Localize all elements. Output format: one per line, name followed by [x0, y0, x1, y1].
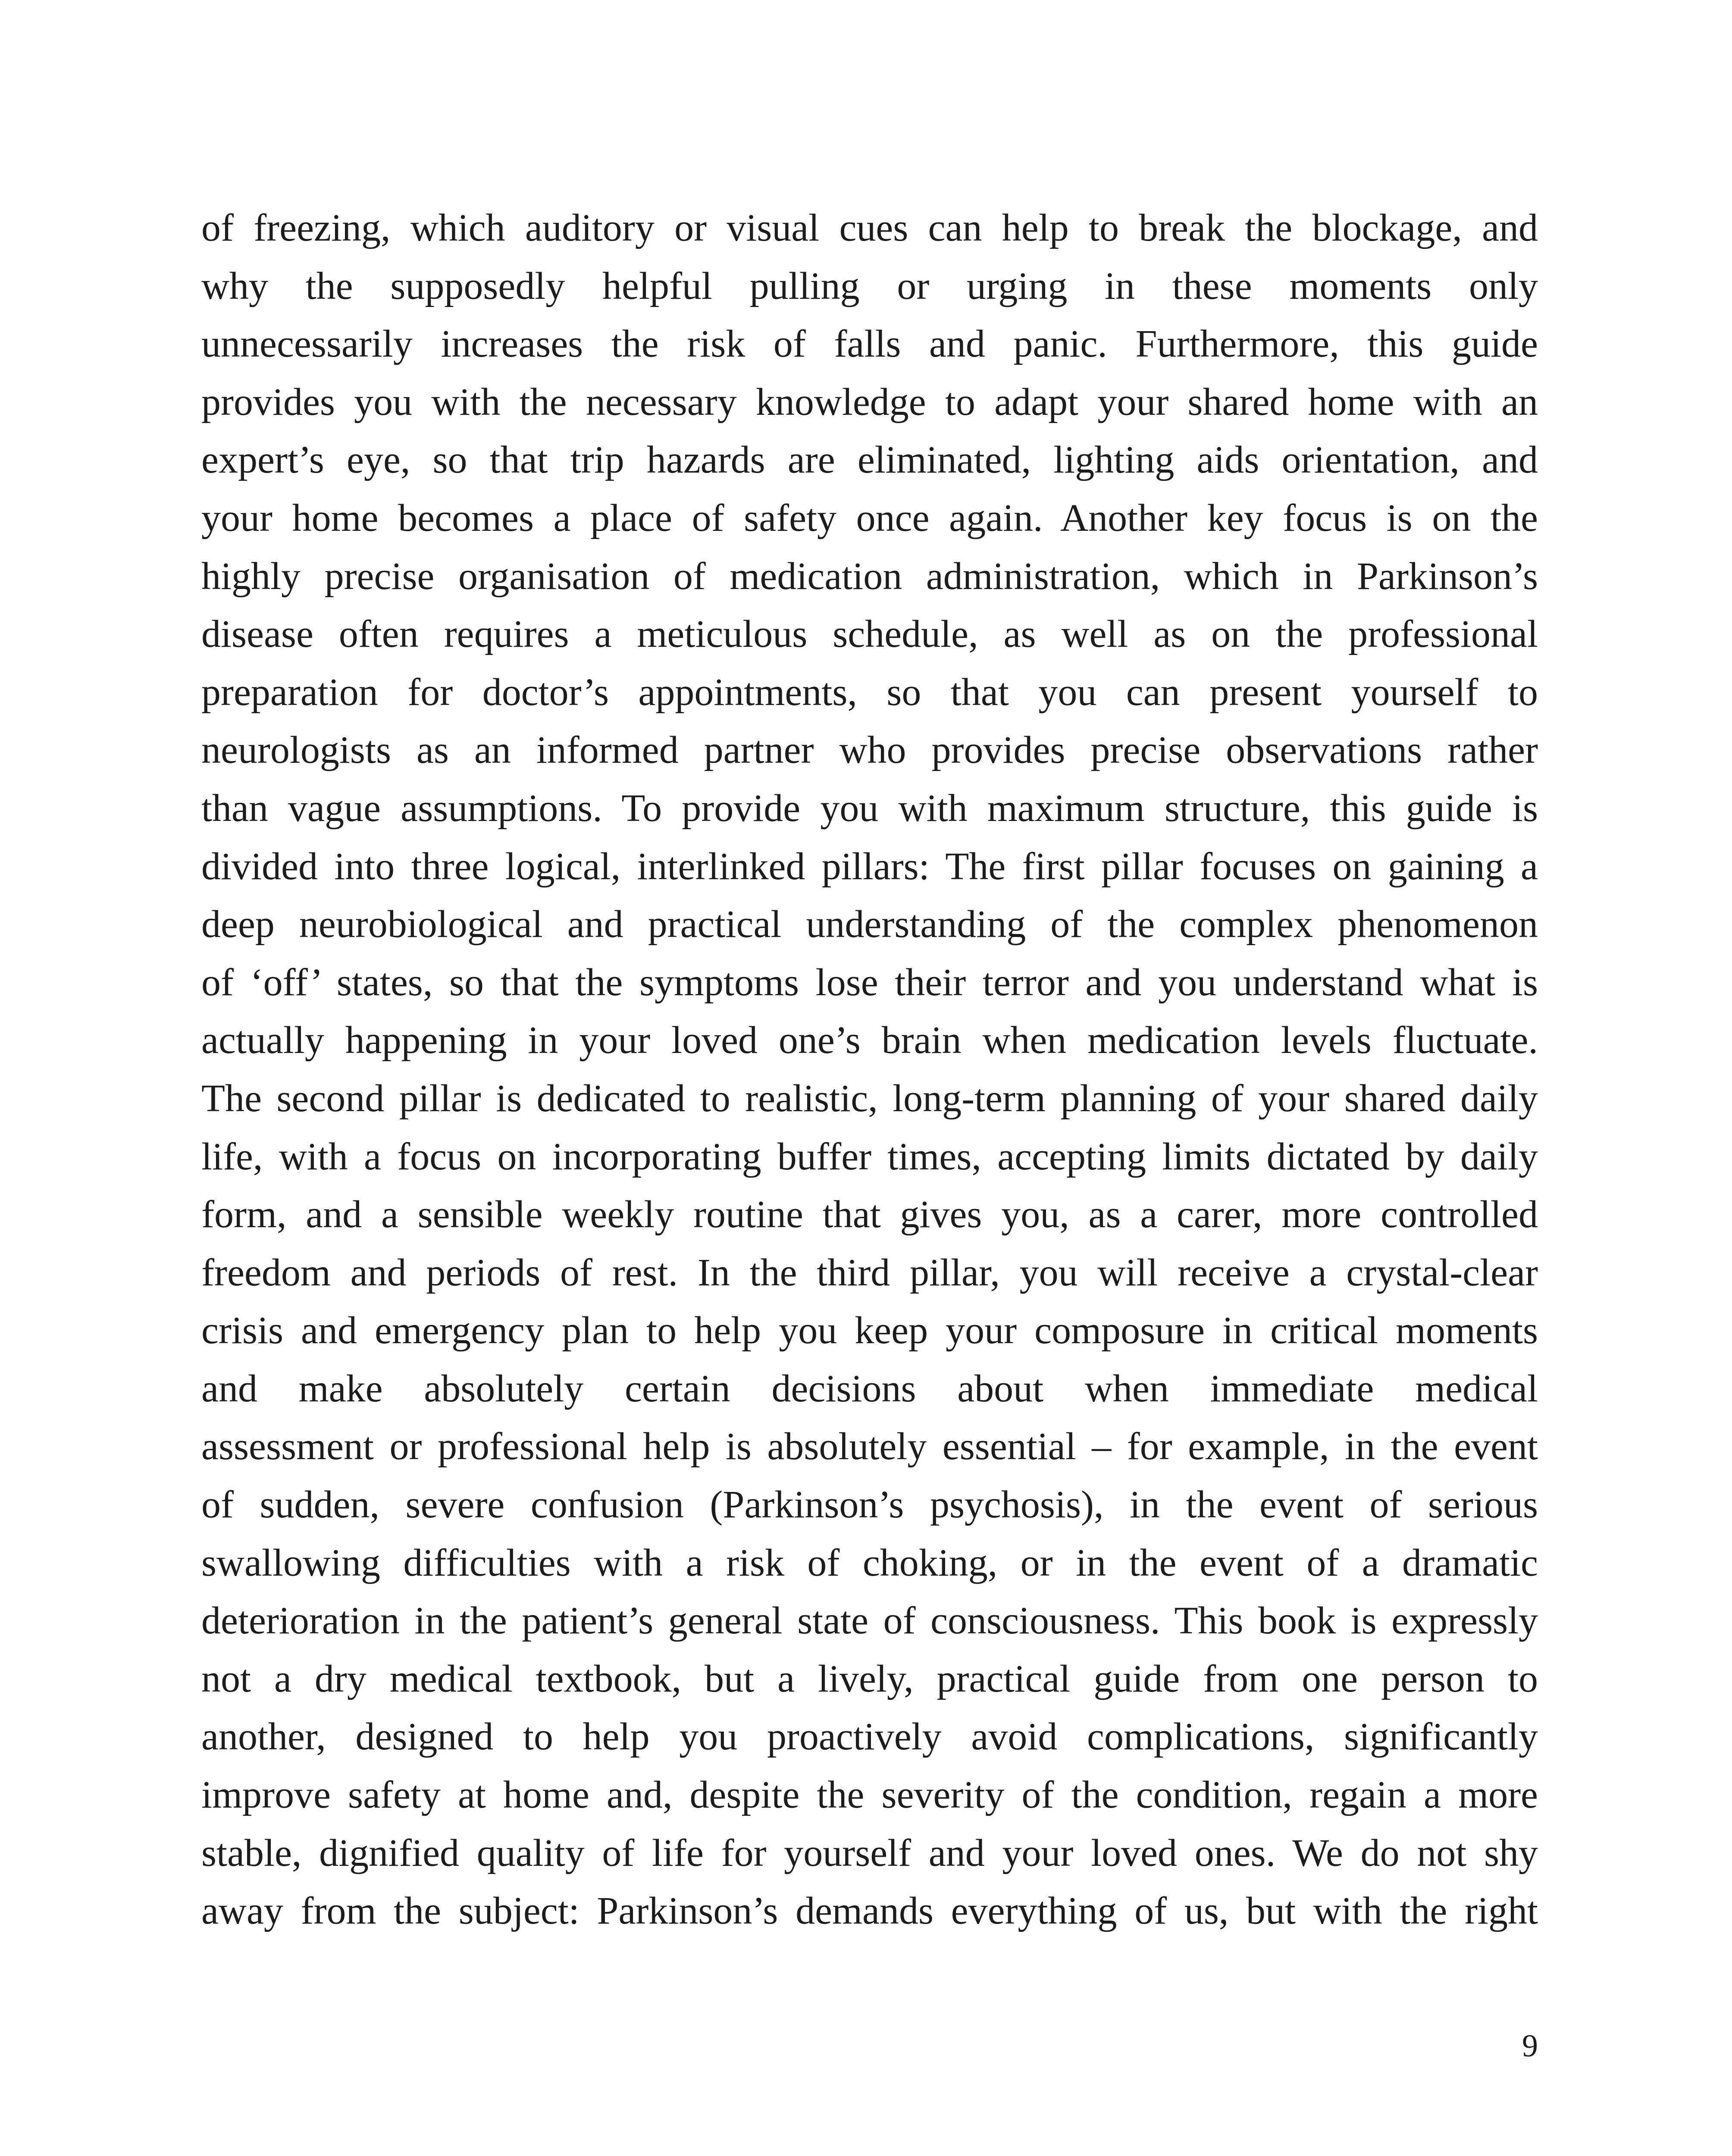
text-line: neurologists as an informed partner who provides precise observations rather [201, 729, 1538, 772]
text-line: The second pillar is dedicated to realistic, long-term planning of your shared daily [201, 1077, 1538, 1120]
text-line: preparation for doctor’s appointments, so that you can present yourself to [201, 671, 1538, 714]
text-line: why the supposedly helpful pulling or urging in these moments only [201, 264, 1538, 307]
text-line: expert’s eye, so that trip hazards are eliminated, lighting aids orientation, and [201, 439, 1538, 482]
text-line: crisis and emergency plan to help you keep your composure in critical moments [201, 1309, 1538, 1352]
text-line: swallowing difficulties with a risk of choking, or in the event of a dramatic [201, 1541, 1538, 1584]
text-line: of freezing, which auditory or visual cues can help to break the blockage, and [201, 207, 1538, 249]
text-line: assessment or professional help is absolutely essential – for example, in the event [201, 1425, 1538, 1468]
text-line: deterioration in the patient’s general state of consciousness. This book is expressly [201, 1599, 1538, 1642]
text-line: away from the subject: Parkinson’s demands everything of us, but with the right [201, 1890, 1538, 1933]
text-line: unnecessarily increases the risk of falls and panic. Furthermore, this guide [201, 323, 1538, 366]
text-line: actually happening in your loved one’s brain when medication levels fluctuate. [201, 1019, 1538, 1062]
text-line: not a dry medical textbook, but a lively, practical guide from one person to [201, 1657, 1538, 1700]
text-line: another, designed to help you proactively avoid complications, significantly [201, 1715, 1538, 1758]
page-number: 9 [1522, 2028, 1538, 2064]
text-line: disease often requires a meticulous schedule, as well as on the professional [201, 613, 1538, 656]
text-line: highly precise organisation of medication administration, which in Parkinson’s [201, 555, 1538, 598]
text-line: deep neurobiological and practical understanding of the complex phenomenon [201, 903, 1538, 946]
text-line: of sudden, severe confusion (Parkinson’s psychosis), in the event of serious [201, 1483, 1538, 1526]
text-line: form, and a sensible weekly routine that gives you, as a carer, more controlled [201, 1193, 1538, 1236]
text-line: improve safety at home and, despite the severity of the condition, regain a more [201, 1774, 1538, 1817]
text-line: of ‘off’ states, so that the symptoms lose their terror and you understand what is [201, 961, 1538, 1004]
body-paragraph [201, 199, 1538, 1940]
text-line: than vague assumptions. To provide you with maximum structure, this guide is [201, 787, 1538, 830]
text-line: divided into three logical, interlinked pillars: The first pillar focuses on gaining a [201, 845, 1538, 888]
text-line: provides you with the necessary knowledge to adapt your shared home with an [201, 380, 1538, 423]
text-line: stable, dignified quality of life for yourself and your loved ones. We do not shy [201, 1831, 1538, 1874]
text-line: your home becomes a place of safety once again. Another key focus is on the [201, 496, 1538, 539]
text-line: and make absolutely certain decisions about when immediate medical [201, 1367, 1538, 1410]
text-line: freedom and periods of rest. In the third pillar, you will receive a crystal-clear [201, 1251, 1538, 1294]
text-line: life, with a focus on incorporating buffer times, accepting limits dictated by daily [201, 1135, 1538, 1178]
